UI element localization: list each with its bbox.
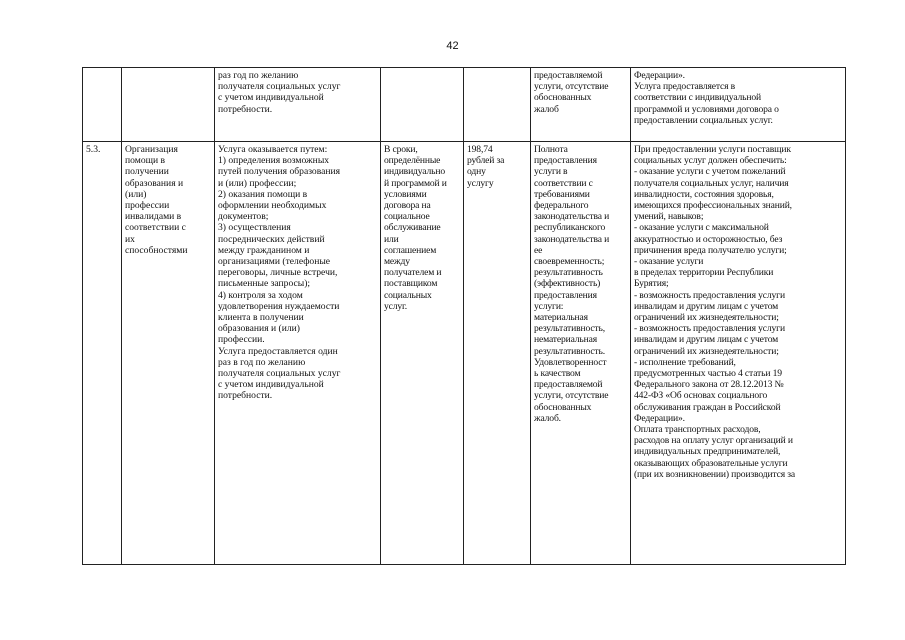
cell-term: В сроки, определённые индивидуально й программой и условиями договора на социальное обслуживание или соглашением между получателем и поставщиком социальных услуг. [381, 142, 464, 565]
table-row [83, 68, 846, 142]
cell-number [83, 68, 122, 142]
cell-method: раз год по желанию получателя социальных услуг с учетом индивидуальной потребности. [215, 68, 381, 142]
cell-service-name: Организация помощи в получении образования и (или) профессии инвалидами в соответствии с их способностями [122, 142, 215, 565]
cell-number: 5.3. [83, 142, 122, 565]
cell-conditions: Федерации». Услуга предоставляется в соответствии с индивидуальной программой и условиями договора о предоставлении социальных услуг. [631, 68, 846, 142]
cell-conditions: При предоставлении услуги поставщик социальных услуг должен обеспечить: - оказание услуги с учетом пожеланий получателя социальных услуг, наличия инвалидности, состояния здоровья, имеющихся профессиональных знаний, умений, навыков; - оказание услуги с максимальной аккуратностью и осторожностью, без причинения вреда получателю услуги; - оказание услуги в пределах территории Республики Бурятия; - возможность предоставления услуги инвалидам и другим лицам с учетом ограничений их жизнедеятельности; - возможность предоставления услуги инвалидам и другим лицам с учетом ограничений их жизнедеятельности; - исполнение требований, предусмотренных частью 4 статьи 19 Федерального закона от 28.12.2013 № 442-ФЗ «Об основах социального обслуживания граждан в Российской Федерации». Оплата транспортных расходов, расходов на оплату услуг организаций и индивидуальных предпринимателей, оказывающих образовательные услуги (при их возникновении) производится за [631, 142, 846, 565]
services-table [82, 67, 846, 565]
cell-method: Услуга оказывается путем: 1) определения возможных путей получения образования и (или) профессии; 2) оказания помощи в оформлении необходимых документов; 3) осуществления посреднических действий между гражданином и организациями (телефоные переговоры, личные встречи, письменные запросы); 4) контроля за ходом удовлетворения нуждаемости клиента в получении образования и (или) профессии. Услуга предоставляется один раз в год по желанию получателя социальных услуг с учетом индивидуальной потребности. [215, 142, 381, 565]
cell-quality: Полнота предоставления услуги в соответствии с требованиями федерального законодательства и республиканского законодательства и ее своевременность; результативность (эффективность) предоставления услуги: материальная результативность, нематериальная результативность. Удовлетворенност ь качеством предоставляемой услуги, отсутствие обоснованных жалоб. [531, 142, 631, 565]
cell-quality: предоставляемой услуги, отсутствие обоснованных жалоб [531, 68, 631, 142]
cell-price: 198,74 рублей за одну услугу [464, 142, 531, 565]
cell-price [464, 68, 531, 142]
page-number: 42 [446, 40, 459, 52]
cell-service-name [122, 68, 215, 142]
cell-term [381, 68, 464, 142]
table-row [83, 142, 846, 565]
